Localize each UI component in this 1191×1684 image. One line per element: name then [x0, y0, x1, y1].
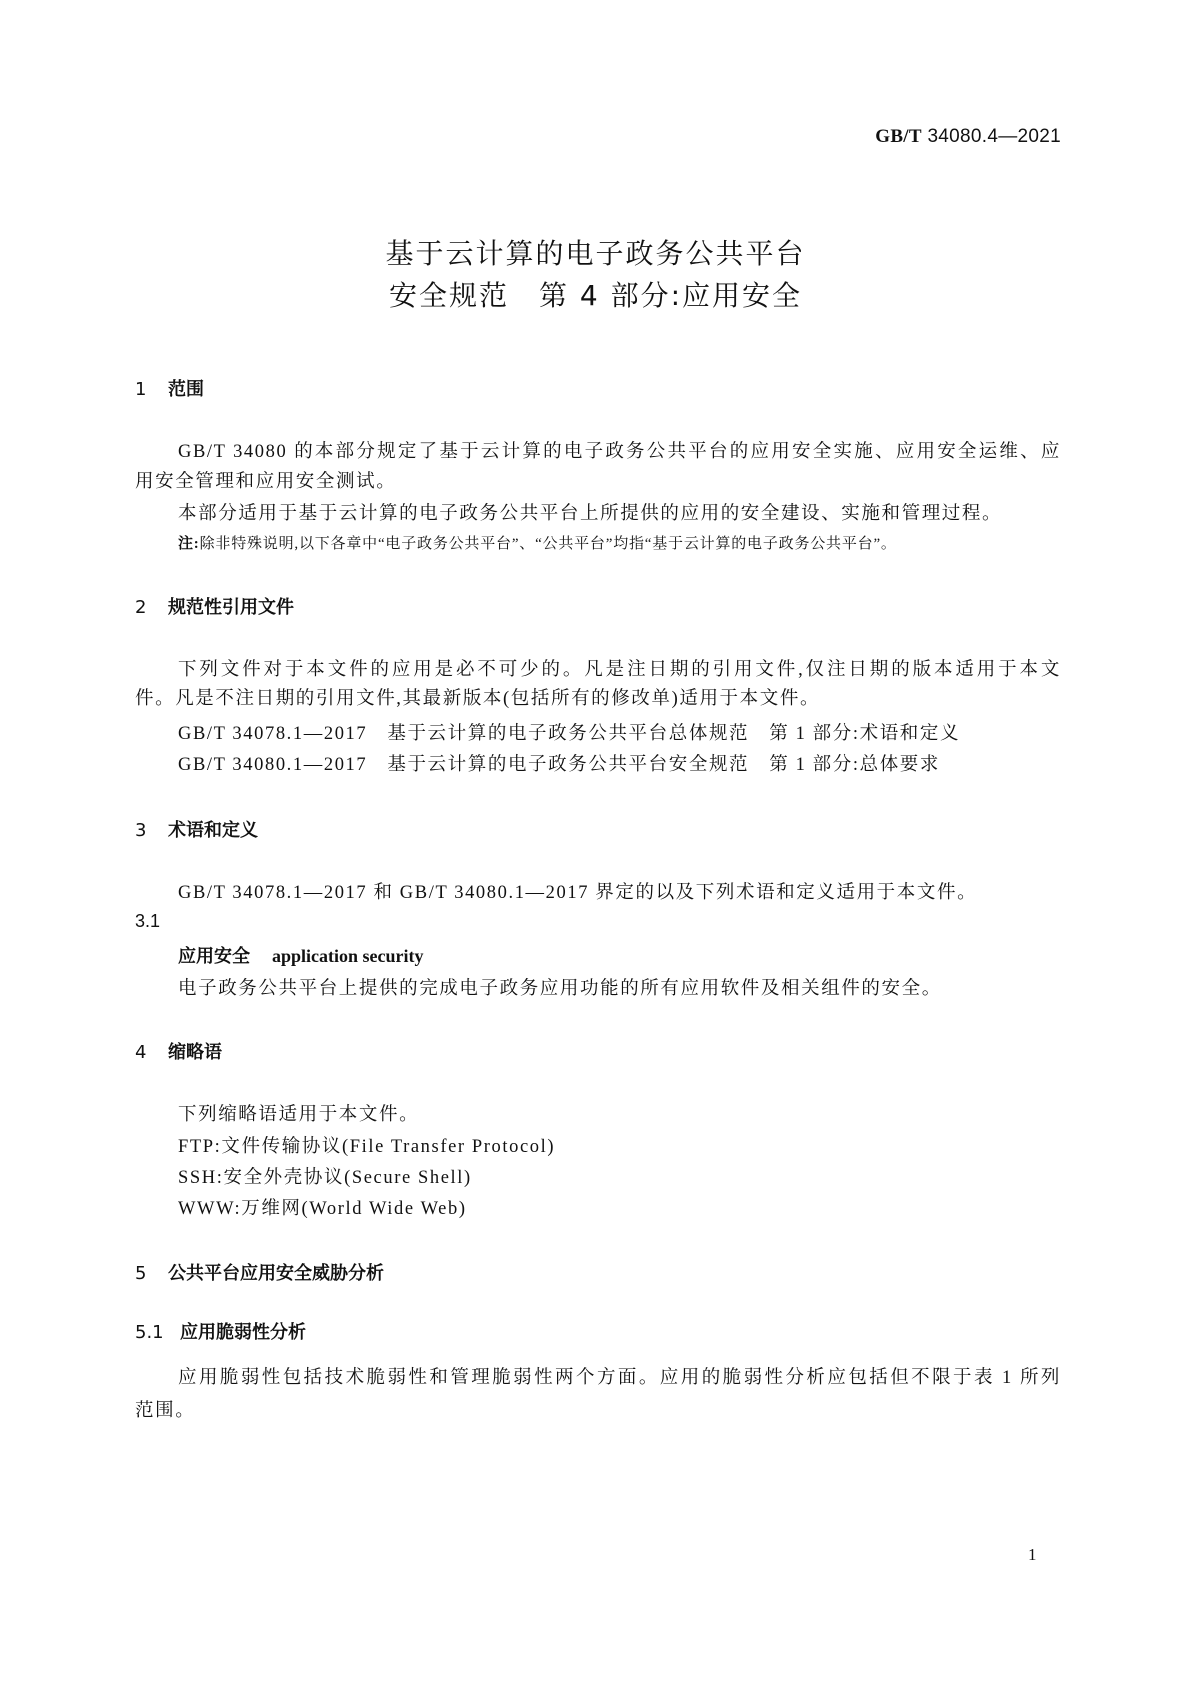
- document-title-line2: 安全规范 第 4 部分:应用安全: [388, 279, 803, 312]
- scope-paragraph-line2: 用安全管理和应用安全测试。: [135, 472, 397, 492]
- subsection-5-1-heading: [135, 1318, 306, 1344]
- section-number: 2: [135, 597, 147, 618]
- vulnerability-paragraph-line1: 应用脆弱性包括技术脆弱性和管理脆弱性两个方面。应用的脆弱性分析应包括但不限于表 1 所列: [178, 1368, 1061, 1388]
- section-title: 缩略语: [168, 1042, 222, 1063]
- section-number: 4: [135, 1042, 147, 1063]
- abbreviation-item: SSH:安全外壳协议(Secure Shell): [178, 1168, 472, 1188]
- document-title-line1: 基于云计算的电子政务公共平台: [385, 237, 806, 270]
- term-number: 3.1: [135, 911, 161, 931]
- abbreviations-intro: 下列缩略语适用于本文件。: [178, 1105, 420, 1125]
- page-number: 1: [1028, 1545, 1037, 1564]
- section-title: 术语和定义: [168, 820, 258, 841]
- std-prefix: GB/T: [875, 126, 922, 147]
- section-title: 规范性引用文件: [168, 597, 294, 618]
- subsection-title: 应用脆弱性分析: [180, 1322, 306, 1343]
- term-english: application security: [272, 946, 424, 966]
- term-chinese: 应用安全: [178, 946, 250, 966]
- section-4-heading: [135, 1038, 222, 1064]
- subsection-number: 5.1: [135, 1322, 164, 1343]
- normative-refs-paragraph-line2: 件。凡是不注日期的引用文件,其最新版本(包括所有的修改单)适用于本文件。: [135, 689, 821, 709]
- section-number: 3: [135, 820, 147, 841]
- section-title: 公共平台应用安全威胁分析: [168, 1263, 384, 1284]
- note-text: 除非特殊说明,以下各章中“电子政务公共平台”、“公共平台”均指“基于云计算的电子政务公共平台”。: [199, 536, 897, 552]
- scope-paragraph-line1: GB/T 34080 的本部分规定了基于云计算的电子政务公共平台的应用安全实施、应用安全运维、应: [178, 442, 1061, 462]
- reference-item: GB/T 34080.1—2017 基于云计算的电子政务公共平台安全规范 第 1 部分:总体要求: [178, 755, 940, 775]
- standard-number-header: [875, 126, 1061, 148]
- section-title: 范围: [168, 379, 204, 400]
- std-number: 34080.4—2021: [927, 126, 1061, 147]
- section-5-heading: [135, 1259, 384, 1285]
- section-1-heading: [135, 375, 204, 401]
- section-3-heading: [135, 816, 258, 842]
- term-definition: 电子政务公共平台上提供的完成电子政务应用功能的所有应用软件及相关组件的安全。: [178, 979, 942, 999]
- reference-item: GB/T 34078.1—2017 基于云计算的电子政务公共平台总体规范 第 1 部分:术语和定义: [178, 724, 961, 744]
- section-2-heading: [135, 593, 294, 619]
- note-label: 注:: [178, 536, 200, 552]
- scope-note: [178, 532, 897, 553]
- section-number: 5: [135, 1263, 147, 1284]
- section-number: 1: [135, 379, 147, 400]
- terms-intro: GB/T 34078.1—2017 和 GB/T 34080.1—2017 界定的以及下列术语和定义适用于本文件。: [178, 883, 978, 903]
- term-entry: [178, 942, 424, 968]
- vulnerability-paragraph-line2: 范围。: [135, 1401, 196, 1421]
- normative-refs-paragraph-line1: 下列文件对于本文件的应用是必不可少的。凡是注日期的引用文件,仅注日期的版本适用于本文: [178, 660, 1061, 680]
- abbreviation-item: WWW:万维网(World Wide Web): [178, 1199, 467, 1219]
- abbreviation-item: FTP:文件传输协议(File Transfer Protocol): [178, 1137, 556, 1157]
- scope-paragraph-2: 本部分适用于基于云计算的电子政务公共平台上所提供的应用的安全建设、实施和管理过程。: [178, 504, 1003, 524]
